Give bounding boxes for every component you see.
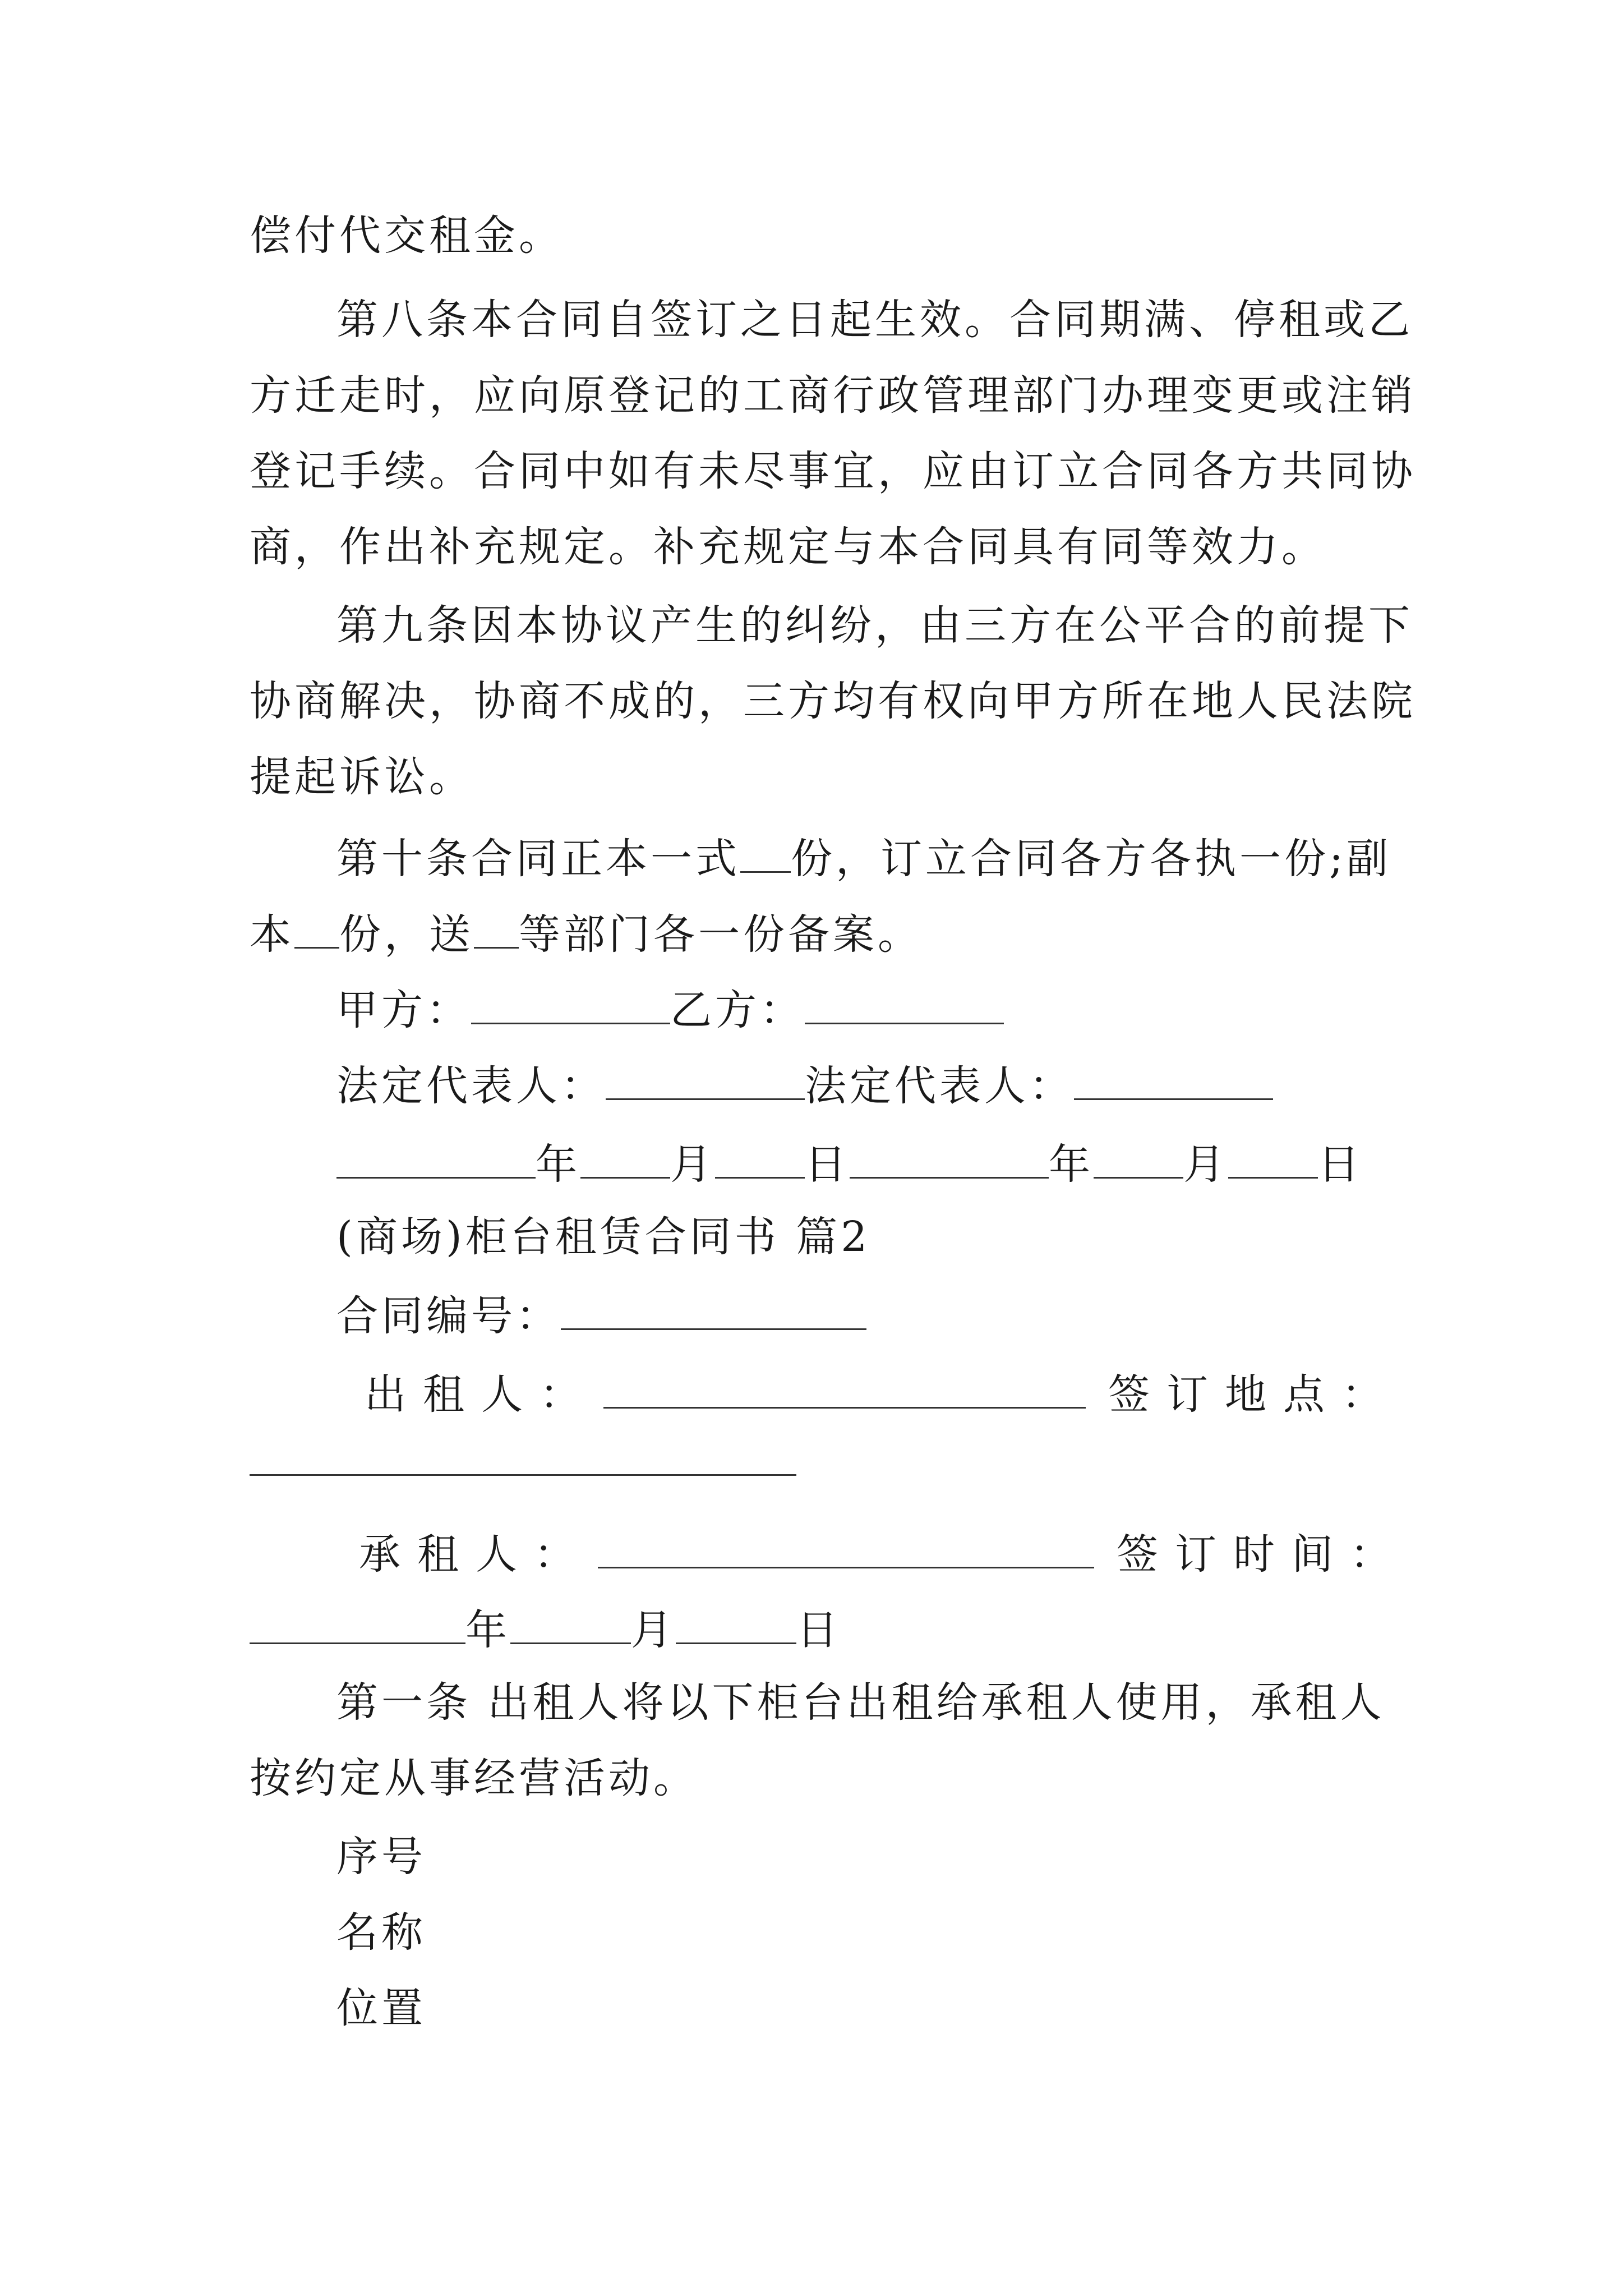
sign-year-blank[interactable] bbox=[250, 1599, 465, 1644]
text-line: 提起诉讼。 bbox=[250, 753, 474, 801]
text-segment: 第十条合同正本一式 bbox=[336, 835, 740, 883]
sign-time-label: 签订时间： bbox=[1117, 1530, 1408, 1579]
month-label: 月 bbox=[670, 1140, 715, 1189]
clause-9-text: 第九条因本协议产生的纠纷，由三方在公平合的前提下 bbox=[336, 601, 1413, 650]
contract-number-blank[interactable] bbox=[561, 1285, 866, 1330]
lessee-blank[interactable] bbox=[598, 1523, 1094, 1568]
sign-month-blank[interactable] bbox=[510, 1599, 631, 1644]
date-line bbox=[336, 1133, 1363, 1193]
lessor-line bbox=[365, 1363, 1400, 1423]
contract-number-label: 合同编号： bbox=[336, 1292, 561, 1340]
lessor-blank[interactable] bbox=[603, 1363, 1086, 1409]
year-label: 年 bbox=[1049, 1140, 1094, 1189]
month-blank-b[interactable] bbox=[1094, 1133, 1183, 1179]
text-line: 登记手续。合同中如有未尽事宜，应由订立合同各方共同协 bbox=[250, 447, 1416, 495]
party-b-blank[interactable] bbox=[805, 979, 1004, 1024]
sign-date-line bbox=[250, 1599, 841, 1658]
table-header-seq: 序号 bbox=[336, 1833, 426, 1881]
party-a-blank[interactable] bbox=[471, 979, 670, 1024]
day-label: 日 bbox=[796, 1606, 841, 1654]
year-label: 年 bbox=[465, 1606, 510, 1654]
day-blank-b[interactable] bbox=[1228, 1133, 1318, 1179]
year-blank-b[interactable] bbox=[850, 1133, 1049, 1179]
month-label: 月 bbox=[1183, 1140, 1228, 1189]
table-header-location: 位置 bbox=[336, 1984, 426, 2032]
party-a-label: 甲方： bbox=[336, 986, 471, 1034]
lessor-label: 出租人： bbox=[365, 1370, 598, 1419]
section-heading: (商场)柜台租赁合同书 篇2 bbox=[336, 1213, 871, 1261]
contract-number-line bbox=[336, 1285, 866, 1344]
day-blank-a[interactable] bbox=[715, 1133, 805, 1179]
text-segment: 份，送 bbox=[339, 910, 474, 959]
text-line: 协商解决，协商不成的，三方均有权向甲方所在地人民法院 bbox=[250, 677, 1416, 725]
sign-place-blank[interactable] bbox=[250, 1430, 796, 1476]
blank-copies[interactable] bbox=[740, 827, 791, 873]
legal-rep-a-blank[interactable] bbox=[606, 1055, 805, 1100]
lessee-line bbox=[359, 1523, 1408, 1582]
text-line: 偿付代交租金。 bbox=[250, 211, 564, 260]
text-line: 商，作出补充规定。补充规定与本合同具有同等效力。 bbox=[250, 523, 1326, 571]
clause-10-text bbox=[336, 827, 1391, 887]
blank-duplicate-count[interactable] bbox=[294, 903, 339, 949]
party-signature-line bbox=[336, 979, 1004, 1038]
month-label: 月 bbox=[631, 1606, 676, 1654]
text-line: 方迁走时，应向原登记的工商行政管理部门办理变更或注销 bbox=[250, 371, 1416, 420]
clause-8-text: 第八条本合同自签订之日起生效。合同期满、停租或乙 bbox=[336, 296, 1413, 344]
month-blank-a[interactable] bbox=[580, 1133, 670, 1179]
sign-place-line bbox=[250, 1430, 796, 1490]
text-segment: 本 bbox=[250, 910, 294, 959]
party-b-label: 乙方： bbox=[670, 986, 805, 1034]
text-line: 按约定从事经营活动。 bbox=[250, 1754, 698, 1802]
sign-place-label: 签订地点： bbox=[1108, 1370, 1400, 1419]
day-label: 日 bbox=[805, 1140, 850, 1189]
legal-rep-line bbox=[336, 1055, 1273, 1114]
day-label: 日 bbox=[1318, 1140, 1363, 1189]
text-segment: 等部门各一份备案。 bbox=[519, 910, 923, 959]
year-blank-a[interactable] bbox=[336, 1133, 536, 1179]
table-header-name: 名称 bbox=[336, 1908, 426, 1957]
text-segment: 份，订立合同各方各执一份;副 bbox=[791, 835, 1391, 883]
legal-rep-a-label: 法定代表人： bbox=[336, 1062, 606, 1110]
lessee-label: 承租人： bbox=[359, 1530, 592, 1579]
clause-1-text: 第一条 出租人将以下柜台出租给承租人使用，承租人 bbox=[336, 1678, 1385, 1727]
text-line bbox=[250, 903, 923, 963]
legal-rep-b-label: 法定代表人： bbox=[805, 1062, 1074, 1110]
blank-department[interactable] bbox=[474, 903, 519, 949]
legal-rep-b-blank[interactable] bbox=[1074, 1055, 1273, 1100]
year-label: 年 bbox=[536, 1140, 580, 1189]
sign-day-blank[interactable] bbox=[676, 1599, 796, 1644]
